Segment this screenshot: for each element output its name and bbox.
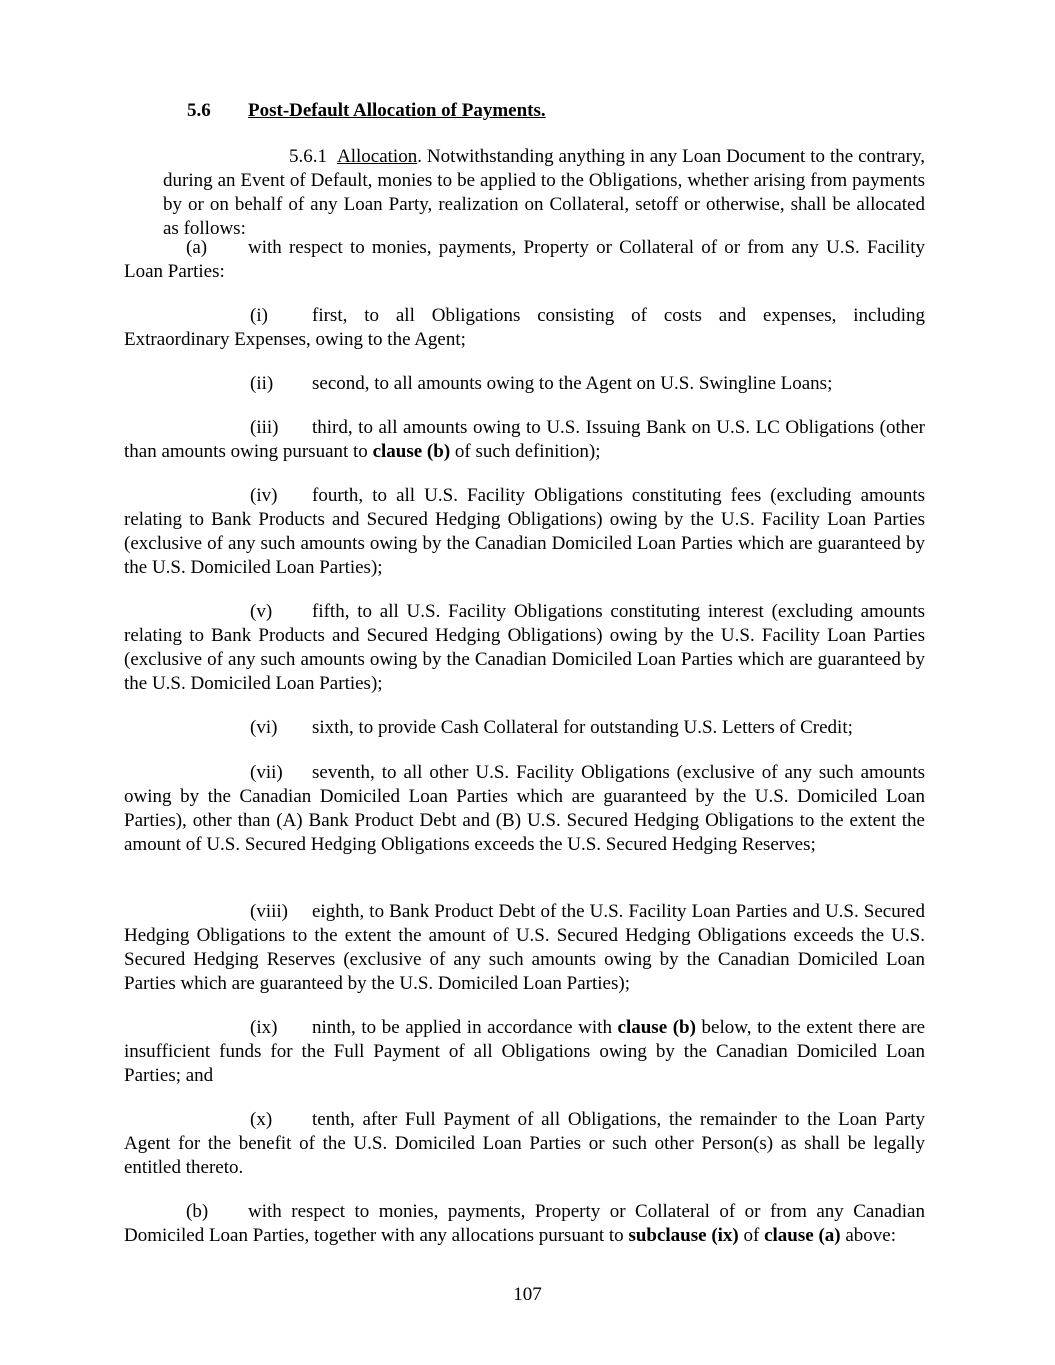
item-text-post: of such definition); [450,441,601,462]
section-heading [187,100,546,122]
item-text-post: below, to the extent there are insufficient funds for the Full Payment of all Obligations owing by the Canadian Domiciled Loan Parties; and [124,1017,925,1086]
item-text-bold: clause (b) [372,441,451,462]
item-label: (iv) [250,485,278,506]
item-label: (x) [250,1109,273,1130]
item-text: eighth, to Bank Product Debt of the U.S. Facility Loan Parties and U.S. Secured Hedging Obligations to the extent the amount of U.S. Secured Hedging Obligations exceeds the U.S. Secured Hedging Reserves (exclusive of any such amounts owing by the Canadian Domiciled Loan Parties which are guaranteed by the U.S. Domiciled Loan Parties); [124,901,925,994]
list-item [124,900,925,996]
list-item [124,716,925,740]
item-label: (v) [250,601,273,622]
list-item [124,372,925,396]
page-number: 107 [513,1284,542,1305]
item-text: second, to all amounts owing to the Agent on U.S. Swingline Loans; [312,373,833,394]
item-text: sixth, to provide Cash Collateral for outstanding U.S. Letters of Credit; [312,717,853,738]
list-item [124,304,925,352]
item-label: (ix) [250,1017,278,1038]
item-text: fifth, to all U.S. Facility Obligations constituting interest (excluding amounts relating to Bank Products and Secured Hedging Obligations) owing by the U.S. Facility Loan Parties (exclusive of any such amounts owing by the Canadian Domiciled Loan Parties which are guaranteed by the U.S. Domiciled Loan Parties); [124,601,925,694]
clause-b-text-pre: with respect to monies, payments, Property or Collateral of or from any Canadian Domiciled Loan Parties, together with any allocations pursuant to [124,1201,925,1246]
section-title: Post-Default Allocation of Payments. [248,100,546,121]
item-label: (viii) [250,901,288,922]
clause-a-label: (a) [186,237,208,258]
clause-b-bold-clause: clause (a) [764,1225,841,1246]
item-text: tenth, after Full Payment of all Obligations, the remainder to the Loan Party Agent for the benefit of the U.S. Domiciled Loan Parties or such other Person(s) as shall be legally entitled thereto. [124,1109,925,1178]
section-number: 5.6 [187,100,211,121]
subsection-number: 5.6.1 [289,146,327,167]
clause-a-text: with respect to monies, payments, Property or Collateral of or from any U.S. Facility Loan Parties: [124,237,925,282]
item-text: seventh, to all other U.S. Facility Obligations (exclusive of any such amounts owing by the Canadian Domiciled Loan Parties which are guaranteed by the U.S. Domiciled Loan Parties), other than (A) Bank Product Debt and (B) U.S. Secured Hedging Obligations to the extent the amount of U.S. Secured Hedging Obligations exceeds the U.S. Secured Hedging Reserves; [124,762,925,855]
list-item [124,484,925,580]
item-label: (vi) [250,717,278,738]
item-label: (i) [250,305,268,326]
list-item [124,416,925,464]
clause-b-text-post: above: [840,1225,897,1246]
clause-a-paragraph [124,236,925,284]
clause-b-label: (b) [186,1201,209,1222]
list-item [124,1016,925,1088]
item-label: (ii) [250,373,274,394]
clause-b-bold-subclause: subclause (ix) [628,1225,739,1246]
clause-b-paragraph [124,1200,925,1248]
subsection-text: . Notwithstanding anything in any Loan Document to the contrary, during an Event of Default, monies to be applied to the Obligations, whether arising from payments by or on behalf of any Loan Party, realization on Collateral, setoff or otherwise, shall be allocated as follows: [163,146,925,239]
subsection-paragraph [163,145,925,241]
item-text: first, to all Obligations consisting of costs and expenses, including Extraordinary Expenses, owing to the Agent; [124,305,925,350]
item-label: (vii) [250,762,283,783]
list-item [124,600,925,696]
item-text-pre: ninth, to be applied in accordance with [312,1017,618,1038]
list-item [124,1108,925,1180]
subsection-caption: Allocation [337,146,418,167]
item-text-pre: third, to all amounts owing to U.S. Issuing Bank on U.S. LC Obligations (other than amounts owing pursuant to [124,417,925,462]
item-label: (iii) [250,417,279,438]
item-text: fourth, to all U.S. Facility Obligations constituting fees (excluding amounts relating to Bank Products and Secured Hedging Obligations) owing by the U.S. Facility Loan Parties (exclusive of any such amounts owing by the Canadian Domiciled Loan Parties which are guaranteed by the U.S. Domiciled Loan Parties); [124,485,925,578]
clause-b-text-mid: of [738,1225,765,1246]
item-text-bold: clause (b) [617,1017,696,1038]
list-item [124,761,925,857]
